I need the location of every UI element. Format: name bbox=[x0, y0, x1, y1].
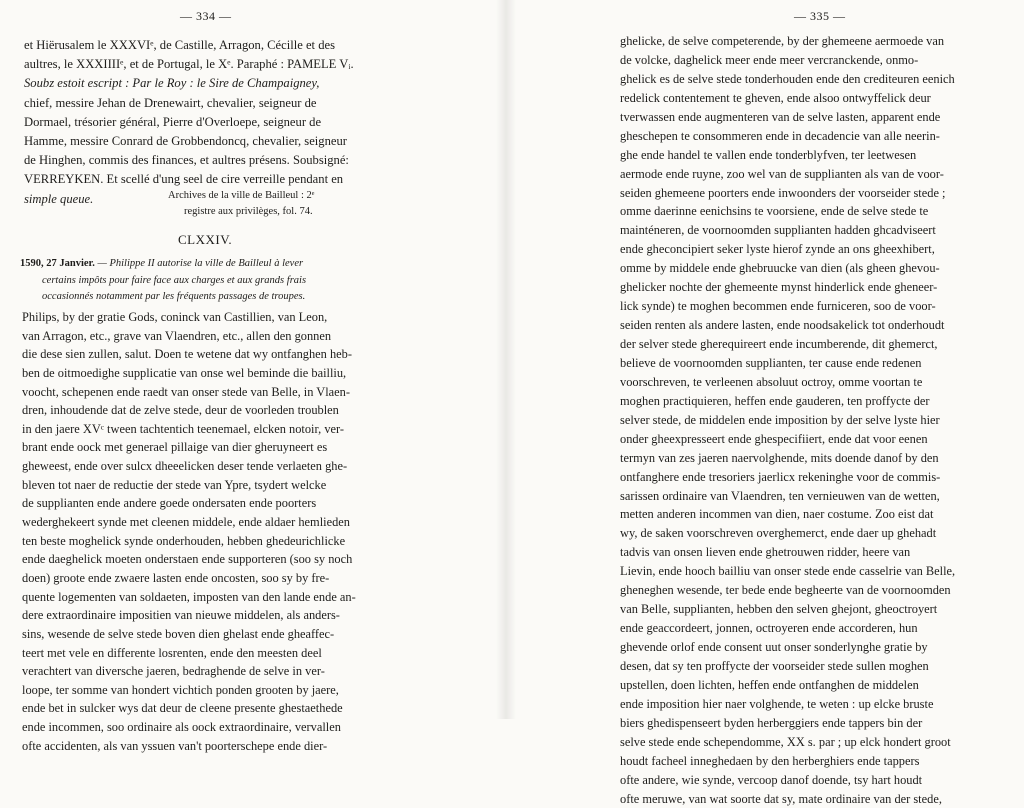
text-line: gheneghen wesende, ter bede ende begheerte van de voornoomden bbox=[620, 581, 1020, 600]
page-number-left: — 334 — bbox=[180, 9, 232, 24]
text-line: selve stede ende schependomme, XX s. par ; up elck hondert groot bbox=[620, 733, 1020, 752]
text-line: in den jaere XVᶜ tween tachtentich teenemael, elcken notoir, ver- bbox=[22, 420, 402, 439]
text-line: omme daerinne eenichsins te voorsiene, ende de selve stede te bbox=[620, 202, 1020, 221]
text-line: ende geaccordeert, jonnen, octroyeren ende accorderen, hun bbox=[620, 619, 1020, 638]
text-line: sarissen ordinaire van Vlaendren, ten vernieuwen van de wetten, bbox=[620, 487, 1020, 506]
text-line: omme by middele ende ghebruucke van dien (als gheen ghevou- bbox=[620, 259, 1020, 278]
text-line: et Hiërusalem le XXXVIᵉ, de Castille, Arragon, Cécille et des bbox=[24, 36, 404, 55]
text-line: van Belle, supplianten, hebben den selven ghejont, gheoctroyert bbox=[620, 600, 1020, 619]
text-line: ende gheconcipiert seker lyste hierof zynde an ons gheexhibert, bbox=[620, 240, 1020, 259]
text-line: Philips, by der gratie Gods, coninck van Castillien, van Leon, bbox=[22, 308, 402, 327]
text-line: ghelicke, de selve competerende, by der ghemeene aermoede van bbox=[620, 32, 1020, 51]
text-line: doen) groote ende zwaere lasten ende oncosten, soo sy by fre- bbox=[22, 569, 402, 588]
text-line: onder gheexpresseert ende ghespecifiiert, ende dat voor eenen bbox=[620, 430, 1020, 449]
text-line: Dormael, trésorier général, Pierre d'Overloepe, seigneur de bbox=[24, 113, 404, 132]
left-page bbox=[0, 0, 500, 719]
document-summary bbox=[20, 256, 306, 306]
text-line: de supplianten ende andere goede ondersaten ende poorters bbox=[22, 494, 402, 513]
text-line: aermode ende ruyne, zoo wel van de supplianten als van de voor- bbox=[620, 165, 1020, 184]
text-line: simple queue. bbox=[24, 190, 404, 209]
text-line: Soubz estoit escript : Par le Roy : le Sire de Champaigney, bbox=[24, 74, 404, 93]
text-line: Lievin, ende hooch bailliu van onser stede ende casselrie van Belle, bbox=[620, 562, 1020, 581]
text-line: believe de voornoomden supplianten, ter cause ende redenen bbox=[620, 354, 1020, 373]
text-line: ghelicker nochte der ghemeente mynst hinderlick ende gheneer- bbox=[620, 278, 1020, 297]
text-line: moghen practiquieren, heffen ende gauderen, ten proffycte der bbox=[620, 392, 1020, 411]
summary-text: — Philippe II autorise la ville de Bailleul à lever bbox=[98, 258, 304, 269]
text-line: ben de oitmoedighe supplicatie van onse wel beminde die bailliu, bbox=[22, 364, 402, 383]
text-line: biers ghedispenseert byden herberggiers ende tappers bin der bbox=[620, 714, 1020, 733]
text-line: ten beste moghelick synde onderhouden, hebben ghedeurichlicke bbox=[22, 532, 402, 551]
text-line: dere extraordinaire impositien van nieuwe middelen, als anders- bbox=[22, 606, 402, 625]
text-line: voocht, schepenen ende raedt van onser stede van Belle, in Vlaen- bbox=[22, 383, 402, 402]
text-line: chief, messire Jehan de Drenewairt, chevalier, seigneur de bbox=[24, 94, 404, 113]
text-line: ghe ende handel te vallen ende tonderblyfven, ter leetwesen bbox=[620, 146, 1020, 165]
text-line: voorschreven, te verleenen absoluut octroy, omme voortan te bbox=[620, 373, 1020, 392]
text-line: teert met vele en differente losrenten, ende den meesten deel bbox=[22, 644, 402, 663]
text-line: wy, de saken voorschreven overghemerct, ende daer up ghehadt bbox=[620, 524, 1020, 543]
summary-date: 1590, 27 Janvier. bbox=[20, 258, 95, 269]
archive-line: registre aux privilèges, fol. 74. bbox=[168, 204, 314, 220]
text-line: die dese sien zullen, salut. Doen te wetene dat wy ontfanghen heb- bbox=[22, 345, 402, 364]
page-number-right: — 335 — bbox=[794, 9, 846, 24]
text-line: ofte meruwe, van wat soorte dat sy, mate ordinaire van der stede, bbox=[620, 790, 1020, 808]
charter-text-right bbox=[620, 32, 1020, 808]
text-line: sins, wesende de selve stede boven dien ghelast ende gheaffec- bbox=[22, 625, 402, 644]
text-line: loope, ter somme van hondert vichtich ponden grooten by jaere, bbox=[22, 681, 402, 700]
text-line: brant ende oock met generael pillaige van dier gheruyneert es bbox=[22, 438, 402, 457]
text-line: ofte accidenten, als van yssuen van't poorterschepe ende dier- bbox=[22, 737, 402, 756]
summary-line: occasionnés notamment par les fréquents passages de troupes. bbox=[20, 289, 306, 306]
text-line: ghevende orlof ende consent uut onser sonderlynghe gratie by bbox=[620, 638, 1020, 657]
text-line: quente logementen van soldaeten, imposten van den lande ende an- bbox=[22, 588, 402, 607]
text-line: wederghekeert synde met cleenen middele, ende aldaer hemlieden bbox=[22, 513, 402, 532]
text-line: redelick contentement te gheven, ende alsoo ontwyffelick deur bbox=[620, 89, 1020, 108]
text-line: upstellen, doen lichten, heffen ende ontfanghen de middelen bbox=[620, 676, 1020, 695]
text-line: tadvis van onsen lieven ende ghetrouwen ridder, heere van bbox=[620, 543, 1020, 562]
charter-text-left bbox=[22, 308, 402, 755]
text-line: der selver stede gherequireert ende incumberende, dit ghemerct, bbox=[620, 335, 1020, 354]
text-line: bleven tot naer de reductie der stede van Ypre, tsydert welcke bbox=[22, 476, 402, 495]
text-line: ofte andere, wie synde, vercoop danof doende, tsy hart houdt bbox=[620, 771, 1020, 790]
document-number: CLXXIV. bbox=[178, 232, 232, 248]
right-page bbox=[512, 0, 1024, 719]
text-line: verachtert van diversche jaeren, bedraghende de selve in ver- bbox=[22, 662, 402, 681]
text-line: houdt facheel inneghedaen by den herberghiers ende tappers bbox=[620, 752, 1020, 771]
text-line: Hamme, messire Conrard de Grobbendoncq, chevalier, seigneur bbox=[24, 132, 404, 151]
text-line: desen, dat sy ten proffycte der voorseider stede sullen moghen bbox=[620, 657, 1020, 676]
intro-paragraph bbox=[24, 36, 404, 209]
text-line: ontfanghere ende tresoriers jaerlicx rekeninghe voor de commis- bbox=[620, 468, 1020, 487]
text-line: selver stede, de middelen ende imposition by der selve lyste hier bbox=[620, 411, 1020, 430]
text-line: termyn van zes jaeren naervolghende, mits doende danof by den bbox=[620, 449, 1020, 468]
text-line: de volcke, daghelick meer ende meer vercranckende, onmo- bbox=[620, 51, 1020, 70]
text-line: metten anderen incommen van dien, naer costume. Zoo eist dat bbox=[620, 505, 1020, 524]
text-line: ende daeghelick moeten onderstaen ende supporteren (soo sy noch bbox=[22, 550, 402, 569]
text-line: de Hinghen, commis des finances, et aultres présens. Soubsigné: bbox=[24, 151, 404, 170]
text-line: VERREYKEN. Et scellé d'ung seel de cire verreille pendant en bbox=[24, 170, 404, 189]
text-line: van Arragon, etc., grave van Vlaendren, etc., allen den gonnen bbox=[22, 327, 402, 346]
text-line: mainténeren, de voornoomden supplianten hadden ghcadviseert bbox=[620, 221, 1020, 240]
summary-line: certains impôts pour faire face aux charges et aux grands frais bbox=[20, 273, 306, 290]
archive-line: Archives de la ville de Bailleul : 2ᵉ bbox=[168, 188, 314, 204]
text-line: gheweest, ende over sulcx dheeelicken deser tende verlaeten ghe- bbox=[22, 457, 402, 476]
text-line: ende incommen, soo ordinaire als oock extraordinaire, vervallen bbox=[22, 718, 402, 737]
text-line: ende imposition hier naer volghende, te weten : up elcke bruste bbox=[620, 695, 1020, 714]
text-line: lick synde) te moghen becommen ende furniceren, soo de voor- bbox=[620, 297, 1020, 316]
text-line: aultres, le XXXIIIIᵉ, et de Portugal, le Xᵉ. Paraphé : PAMELE Vᵢ. bbox=[24, 55, 404, 74]
text-line: seiden ghemeene poorters ende inwoonders der voorseider stede ; bbox=[620, 184, 1020, 203]
archive-reference bbox=[168, 188, 314, 220]
text-line: dren, inhoudende dat de zelve stede, deur de voorleden troublen bbox=[22, 401, 402, 420]
text-line: ende bet in sulcker wys dat deur de cleene presente ghestaethede bbox=[22, 699, 402, 718]
text-line: ghelick es de selve stede tonderhouden ende den crediteuren eenich bbox=[620, 70, 1020, 89]
text-line: gheschepen te consommeren ende in decadencie van alle neerin- bbox=[620, 127, 1020, 146]
text-line: seiden renten als andere lasten, ende noodsakelick tot onderhoudt bbox=[620, 316, 1020, 335]
text-line: tverwassen ende augmenteren van de selve lasten, apparent ende bbox=[620, 108, 1020, 127]
